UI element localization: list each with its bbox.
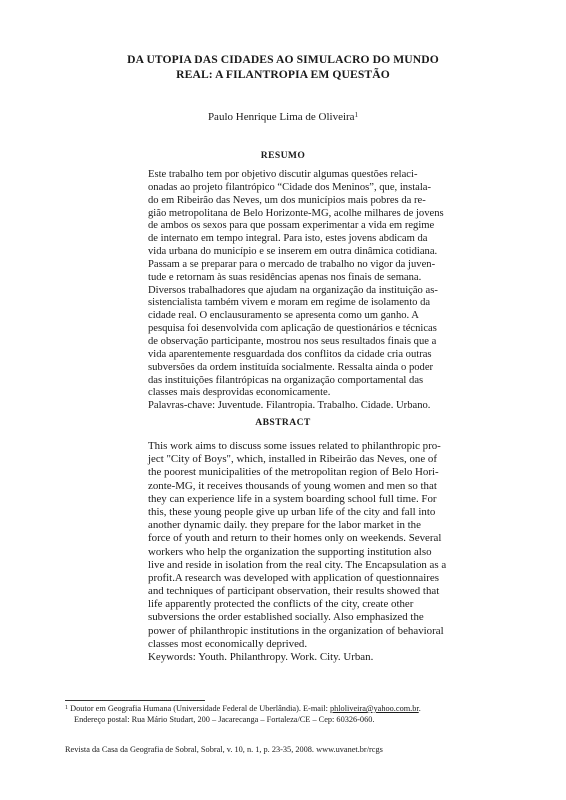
footnote-affiliation: Doutor em Geografia Humana (Universidade Federal de Uberlândia). E-mail: (68, 704, 330, 713)
resumo-body (148, 169, 444, 413)
abstract-line: subversions the order established socially. Also emphasized the (148, 611, 424, 624)
resumo-line: vida aparentemente resguardada dos conflitos da cidade cria outras (148, 348, 432, 360)
footnote-line-1 (65, 703, 421, 714)
abstract-line: workers who help the organization the supporting institution also (148, 545, 432, 558)
resumo-line: vida urbana do município e se inserem em outra dinâmica cotidiana. (148, 246, 438, 258)
resumo-line: classes mais desprovidas economicamente. (148, 387, 331, 399)
abstract-line: profit.A research was developed with application of questionnaires (148, 571, 439, 584)
abstract-line: zonte-MG, it receives thousands of young women and men so that (148, 479, 437, 492)
author-footnote-mark: 1 (354, 111, 359, 119)
abstract-line: power of philanthropic institutions in the organization of behavioral (148, 624, 444, 637)
footnote (65, 703, 421, 725)
resumo-line: das instituições filantrópicas na organização comportamental das (148, 374, 424, 386)
footnote-line-2: Endereço postal: Rua Mário Studart, 200 – Jacarecanga – Fortaleza/CE – Cep: 60326-060. (74, 715, 375, 724)
abstract-line: ject "City of Boys", which, installed in Ribeirão das Neves, one of (148, 453, 437, 466)
footnote-period: . (418, 704, 421, 713)
running-footer: Revista da Casa da Geografia de Sobral, Sobral, v. 10, n. 1, p. 23-35, 2008. www.uvanet.br/rcgs (65, 745, 383, 754)
abstract-line: This work aims to discuss some issues related to philanthropic pro- (148, 440, 441, 452)
email-link[interactable]: phloliveira@yahoo.com.br (329, 704, 419, 713)
resumo-line: tude e retornam às suas residências apenas nos finais de semana. (148, 271, 422, 283)
resumo-line: Diversos trabalhadores que ajudam na organização da instituição as- (148, 284, 438, 296)
abstract-line: force of youth and return to their homes only on weekends. Several (148, 532, 442, 545)
abstract-line: they can experience life in a system boarding school full time. For (148, 492, 437, 505)
resumo-line: de observação participante, mostrou nos seus resultados finais que a (148, 335, 437, 347)
resumo-line: de internato em tempo integral. Para isto, estes jovens abdicam da (148, 233, 428, 245)
author-byline (0, 111, 566, 124)
abstract-line: this, these young people give up urban life of the city and fall into (148, 505, 436, 518)
author-name: Paulo Henrique Lima de Oliveira (207, 111, 355, 123)
abstract-line: the poorest municipalities of the metropolitan region of Belo Hori- (148, 466, 439, 479)
footnote-mark: 1 (65, 705, 68, 711)
resumo-heading: RESUMO (260, 150, 306, 161)
resumo-line: do em Ribeirão das Neves, um dos municípios mais pobres da re- (148, 194, 426, 206)
resumo-line: pesquisa foi desenvolvida com aplicação de questionários e técnicas (148, 323, 437, 335)
abstract-line: life apparently protected the conflicts of the city, create other (148, 598, 414, 611)
article-title (0, 52, 566, 82)
footnote-rule (65, 700, 205, 701)
resumo-line: subversões da ordem instituída socialmente. Ressalta ainda o poder (148, 361, 434, 373)
resumo-line: de ambos os sexos para que possam experimentar a vida em regime (148, 220, 435, 232)
resumo-line: cidade real. O enclausuramento se apresenta como um ganho. A (148, 310, 419, 322)
title-line-2: REAL: A FILANTROPIA EM QUESTÃO (176, 68, 390, 81)
abstract-line: live and reside in isolation from the real city. The Encapsulation as a (148, 558, 447, 571)
resumo-line: Palavras-chave: Juventude. Filantropia. Trabalho. Cidade. Urbano. (148, 400, 431, 412)
abstract-line: another dynamic daily. they prepare for the labor market in the (148, 519, 421, 532)
abstract-line: and techniques of participant observation, their results showed that (148, 585, 440, 598)
abstract-heading: ABSTRACT (255, 417, 311, 428)
resumo-line: Este trabalho tem por objetivo discutir algumas questões relaci- (148, 169, 418, 180)
resumo-line: Passam a se preparar para o mercado de trabalho no vigor da juven- (148, 258, 436, 270)
resumo-line: gião metropolitana de Belo Horizonte-MG, acolhe milhares de jovens (148, 207, 444, 219)
resumo-line: onadas ao projeto filantrópico “Cidade dos Meninos”, que, instala- (148, 181, 432, 193)
abstract-line: classes most economically deprived. (148, 637, 308, 650)
abstract-body (148, 440, 447, 664)
resumo-line: sistencialista também vivem e moram em regime de isolamento da (148, 297, 431, 309)
abstract-line: Keywords: Youth. Philanthropy. Work. City. Urban. (148, 651, 374, 663)
title-line-1: DA UTOPIA DAS CIDADES AO SIMULACRO DO MUNDO (127, 53, 439, 66)
